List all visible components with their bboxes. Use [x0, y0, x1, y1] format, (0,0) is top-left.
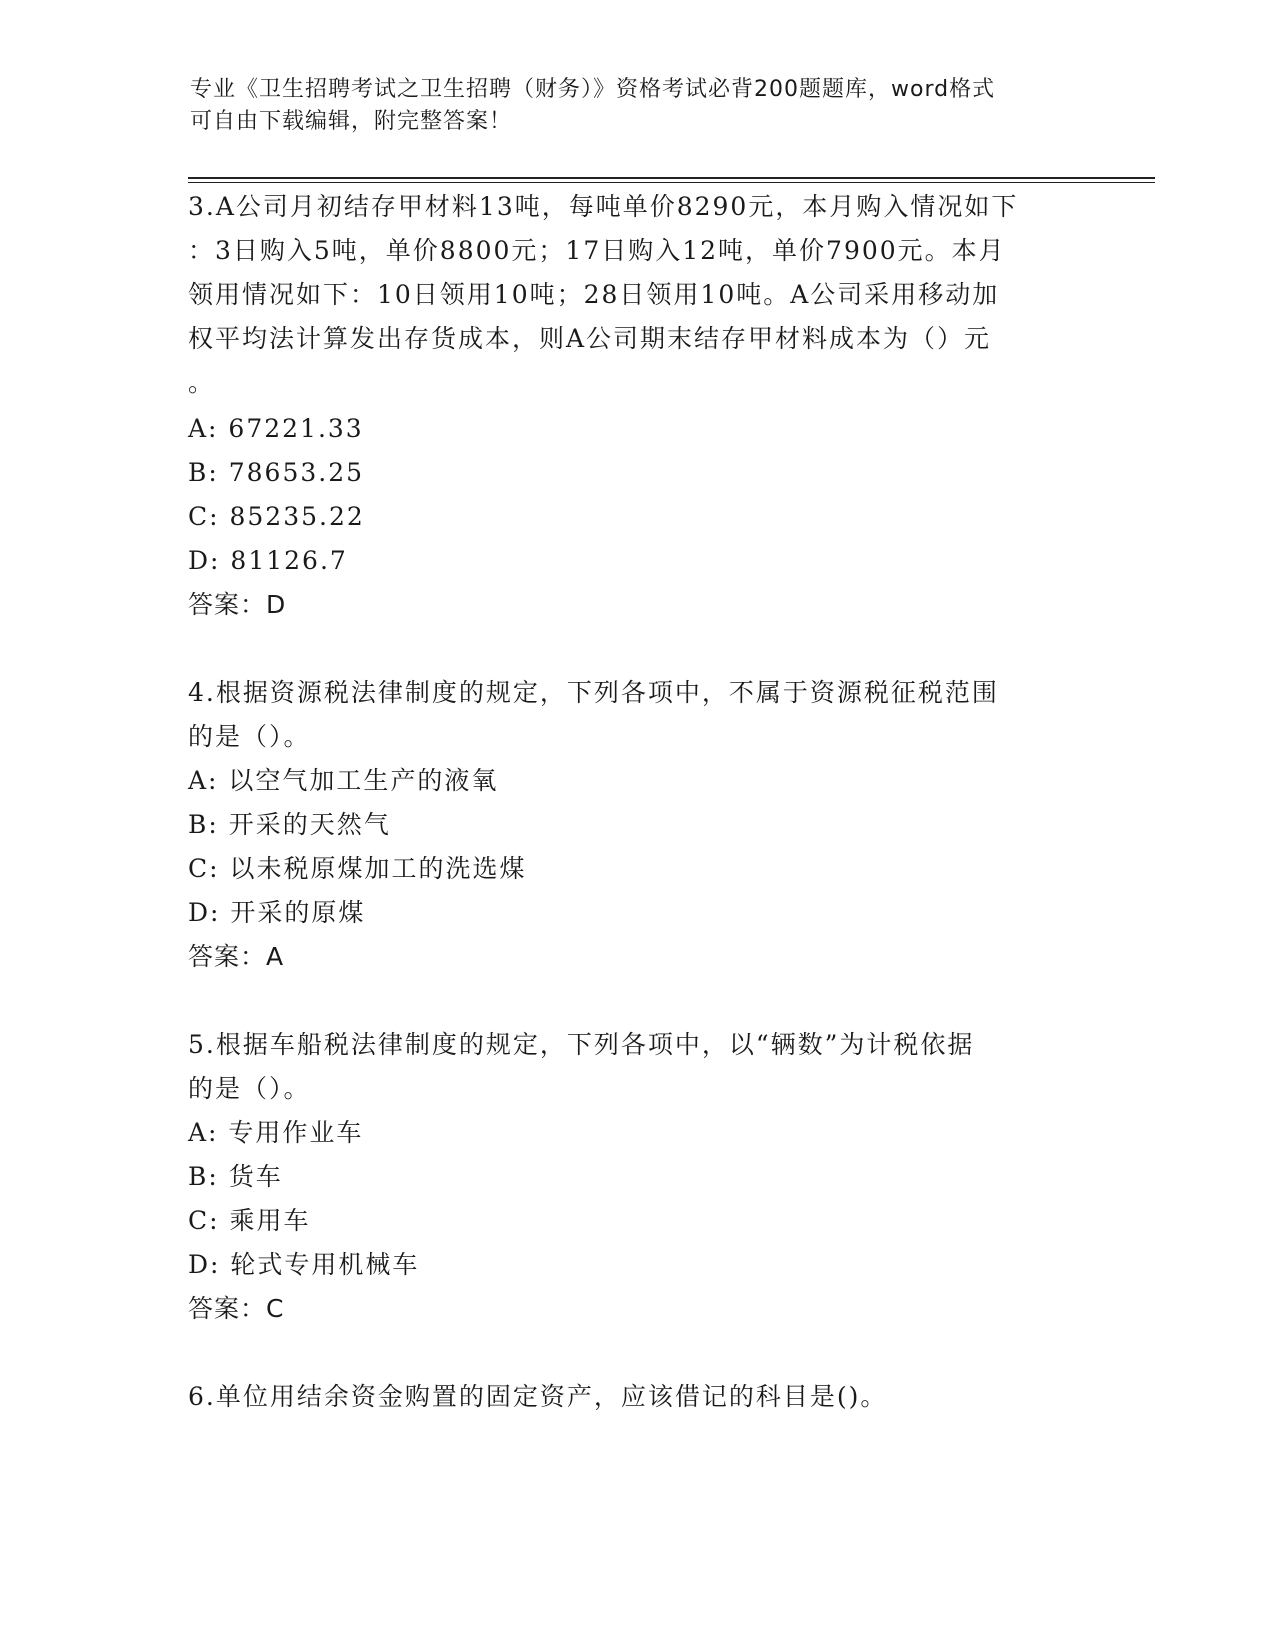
question-3-option-d: D: 81126.7 — [188, 546, 348, 575]
question-5-option-c: C: 乘用车 — [188, 1206, 311, 1235]
question-3-line-3: 领用情况如下：10日领用10吨；28日领用10吨。A公司采用移动加 — [188, 280, 1000, 309]
question-3-line-1: 3.A公司月初结存甲材料13吨，每吨单价8290元，本月购入情况如下 — [188, 192, 1019, 221]
header-rule-thick — [188, 177, 1155, 179]
header-rule-thin — [188, 182, 1155, 183]
question-5-line-2: 的是（）。 — [188, 1074, 311, 1103]
question-4-line-2: 的是（）。 — [188, 722, 311, 751]
question-5-option-d: D: 轮式专用机械车 — [188, 1250, 420, 1279]
question-5-line-1: 5.根据车船税法律制度的规定，下列各项中，以“辆数”为计税依据 — [188, 1030, 975, 1059]
question-3-line-5: 。 — [188, 368, 216, 397]
question-4-option-b: B: 开采的天然气 — [188, 810, 391, 839]
question-5-option-b: B: 货车 — [188, 1162, 283, 1191]
question-3-option-c: C: 85235.22 — [188, 502, 365, 531]
question-3-option-a: A: 67221.33 — [188, 414, 364, 443]
question-4-option-d: D: 开采的原煤 — [188, 898, 366, 927]
question-3-line-4: 权平均法计算发出存货成本，则A公司期末结存甲材料成本为（）元 — [188, 324, 992, 353]
question-6-line-1: 6.单位用结余资金购置的固定资产，应该借记的科目是()。 — [188, 1382, 888, 1411]
question-4-option-c: C: 以未税原煤加工的洗选煤 — [188, 854, 527, 883]
question-4-answer: 答案：A — [188, 942, 285, 971]
question-4-option-a: A: 以空气加工生产的液氧 — [188, 766, 499, 795]
document-header: 专业《卫生招聘考试之卫生招聘（财务）》资格考试必背200题题库，word格式 可自由下载编辑，附完整答案！ — [190, 77, 996, 134]
question-3-line-2: ：3日购入5吨，单价8800元；17日购入12吨，单价7900元。本月 — [188, 236, 1006, 265]
question-3-option-b: B: 78653.25 — [188, 458, 365, 487]
question-5-option-a: A: 专用作业车 — [188, 1118, 364, 1147]
question-5-answer: 答案：C — [188, 1294, 285, 1323]
question-4-line-1: 4.根据资源税法律制度的规定，下列各项中，不属于资源税征税范围 — [188, 678, 999, 707]
question-3-answer: 答案：D — [188, 590, 287, 619]
